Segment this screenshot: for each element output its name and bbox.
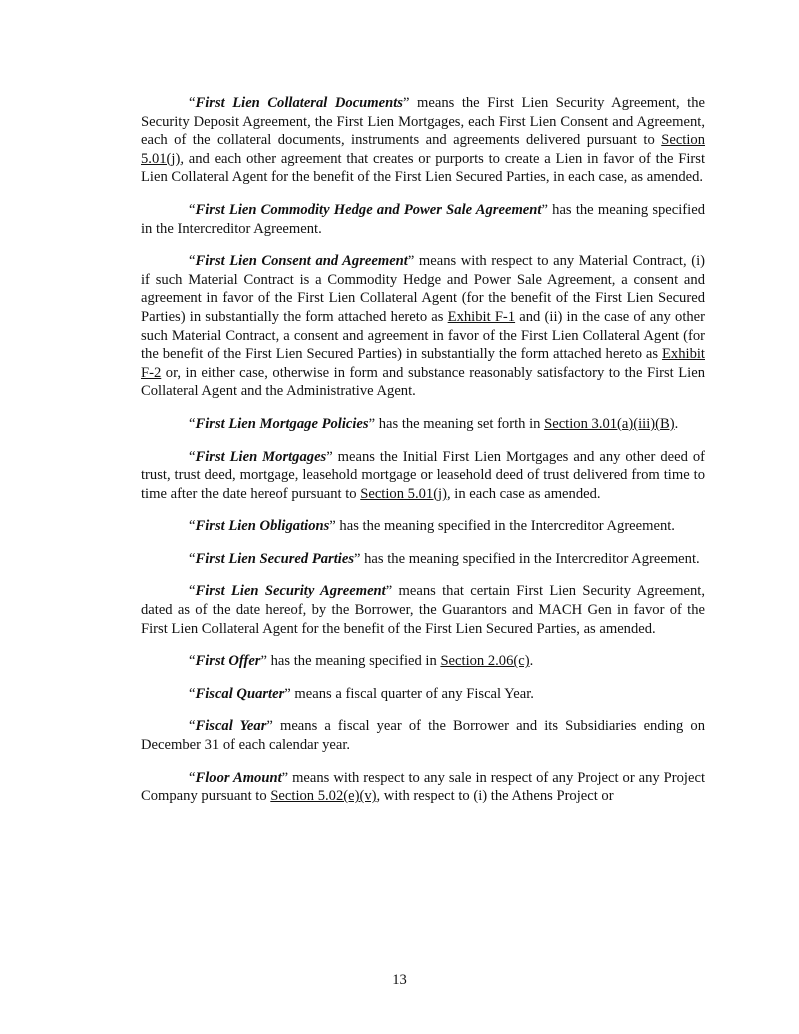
definition-paragraph: “Fiscal Quarter” means a fiscal quarter of any Fiscal Year. — [189, 685, 534, 702]
definition-text: or, in either case, otherwise in form and substance reasonably satisfactory to the First Lien Collateral Agent and the Administrative Agent. — [141, 364, 705, 400]
definition-text: means the First Lien Security Agreement, the Security Deposit Agreement, the First Lien Mortgages, each First Lien Consent and Agreement, each of the collateral documents, instruments and agreements delivered pursuant to — [141, 95, 705, 149]
definition-text: means the Initial First Lien Mortgages and any other deed of trust, trust deed, mortgage, leasehold mortgage or leasehold deed of trust delivered from time to time after the date hereof pursuant to — [141, 448, 705, 502]
defined-term: First Lien Security Agreement — [195, 583, 386, 600]
definition-paragraph: “First Lien Secured Parties” has the meaning specified in the Intercreditor Agreement. — [189, 550, 700, 567]
section-reference: Section 3.01(a)(iii)(B) — [544, 415, 675, 432]
defined-term: First Lien Secured Parties — [195, 550, 354, 567]
definition-text: has the meaning specified in — [266, 653, 441, 670]
definition-text: . — [674, 415, 679, 432]
definition-text: , and each other agreement that creates or purports to create a Lien in favor of the First Lien Collateral Agent for the benefit of the First Lien Secured Parties, in each case, as amended. — [141, 150, 705, 186]
definition-paragraph: “First Lien Collateral Documents” means the First Lien Security Agreement, the Security Deposit Agreement, the First Lien Mortgages, each First Lien Consent and Agreement, each of the collateral documents, instruments and agreements delivered pursuant to Section 5.01(j), and each other agreement that creates or purports to create a Lien in favor of the First Lien Collateral Agent for the benefit of the First Lien Secured Parties, in each case, as amended. — [141, 95, 705, 186]
definition-paragraph: “First Lien Obligations” has the meaning specified in the Intercreditor Agreement. — [189, 518, 675, 535]
defined-term: First Lien Collateral Documents — [195, 95, 403, 111]
section-reference: Section 5.02(e)(v) — [270, 788, 377, 805]
definition-paragraph: “First Lien Security Agreement” means that certain First Lien Security Agreement, dated as of the date hereof, by the Borrower, the Guarantors and MACH Gen in favor of the First Lien Collateral Agent for the benefit of the First Lien Secured Parties, as amended. — [141, 583, 705, 637]
definition-paragraph: “Fiscal Year” means a fiscal year of the Borrower and its Subsidiaries ending on December 31 of each calendar year. — [141, 718, 705, 754]
definition-paragraph: “First Lien Consent and Agreement” means with respect to any Material Contract, (i) if such Material Contract is a Commodity Hedge and Power Sale Agreement, a consent and agreement in favor of the First Lien Collateral Agent (for the benefit of the First Lien Secured Parties) in substantially the form attached hereto as Exhibit F-1 and (ii) in the case of any other such Material Contract, a consent and agreement in favor of the First Lien Collateral Agent (for the benefit of the First Lien Secured Parties) in substantially the form attached hereto as Exhibit F-2 or, in either case, otherwise in form and substance reasonably satisfactory to the First Lien Collateral Agent and the Administrative Agent. — [141, 253, 706, 400]
defined-term: Floor Amount — [195, 769, 282, 786]
definition-text: has the meaning specified in the Intercreditor Agreement. — [141, 201, 706, 237]
defined-term: Fiscal Quarter — [195, 685, 285, 702]
definitions-section — [141, 94, 705, 820]
definition-text: , in each case as amended. — [446, 485, 601, 502]
definition-text: . — [529, 653, 534, 670]
definition-text: has the meaning specified in the Intercreditor Agreement. — [360, 550, 700, 567]
exhibit-reference: Exhibit F-1 — [447, 308, 516, 325]
section-reference: Section 5.01(j) — [141, 132, 705, 167]
section-reference: Section 5.01(j) — [360, 485, 447, 502]
definition-text: means a fiscal year of the Borrower and its Subsidiaries ending on December 31 of each calendar year. — [141, 718, 705, 754]
defined-term: First Lien Consent and Agreement — [195, 253, 408, 270]
defined-term: Fiscal Year — [195, 718, 267, 735]
definition-paragraph: “First Offer” has the meaning specified in Section 2.06(c). — [189, 653, 534, 670]
definition-text: , with respect to (i) the Athens Project or — [376, 788, 614, 805]
section-reference: Section 2.06(c) — [440, 653, 530, 670]
definition-text: means a fiscal quarter of any Fiscal Year. — [290, 685, 534, 702]
definition-text: and (ii) in the case of any other such Material Contract, a consent and agreement in favor of the First Lien Collateral Agent (for the benefit of the First Lien Secured Parties) in substantially the form attached hereto as — [141, 308, 706, 363]
definition-text: means with respect to any sale in respect of any Project or any Project Company pursuant to — [141, 769, 706, 805]
definition-paragraph: “First Lien Mortgage Policies” has the meaning set forth in Section 3.01(a)(iii)(B). — [189, 415, 679, 432]
defined-term: First Offer — [195, 653, 261, 670]
exhibit-reference: Exhibit F-2 — [141, 346, 705, 381]
definition-paragraph: “First Lien Commodity Hedge and Power Sale Agreement” has the meaning specified in the Intercreditor Agreement. — [141, 201, 706, 237]
defined-term: First Lien Mortgage Policies — [195, 415, 369, 432]
definition-text: means that certain First Lien Security Agreement, dated as of the date hereof, by the Borrower, the Guarantors and MACH Gen in favor of the First Lien Collateral Agent for the benefit of the First Lien Secured Parties, as amended. — [141, 583, 705, 637]
definition-text: has the meaning specified in the Intercreditor Agreement. — [335, 518, 675, 535]
page-number: 13 — [392, 972, 407, 988]
defined-term: First Lien Commodity Hedge and Power Sale Agreement — [195, 201, 542, 218]
definition-text: has the meaning set forth in — [375, 415, 545, 432]
defined-term: First Lien Obligations — [195, 518, 330, 535]
definition-paragraph: “Floor Amount” means with respect to any sale in respect of any Project or any Project Company pursuant to Section 5.02(e)(v), with respect to (i) the Athens Project or — [141, 769, 706, 805]
definition-paragraph: “First Lien Mortgages” means the Initial First Lien Mortgages and any other deed of trust, trust deed, mortgage, leasehold mortgage or leasehold deed of trust delivered from time to time after the date hereof pursuant to Section 5.01(j), in each case as amended. — [141, 448, 705, 502]
defined-term: First Lien Mortgages — [195, 448, 327, 465]
definition-text: means with respect to any Material Contract, (i) if such Material Contract is a Commodity Hedge and Power Sale Agreement, a consent and agreement in favor of the First Lien Collateral Agent (for the benefit of the First Lien Secured Parties) in substantially the form attached hereto as — [141, 253, 705, 325]
